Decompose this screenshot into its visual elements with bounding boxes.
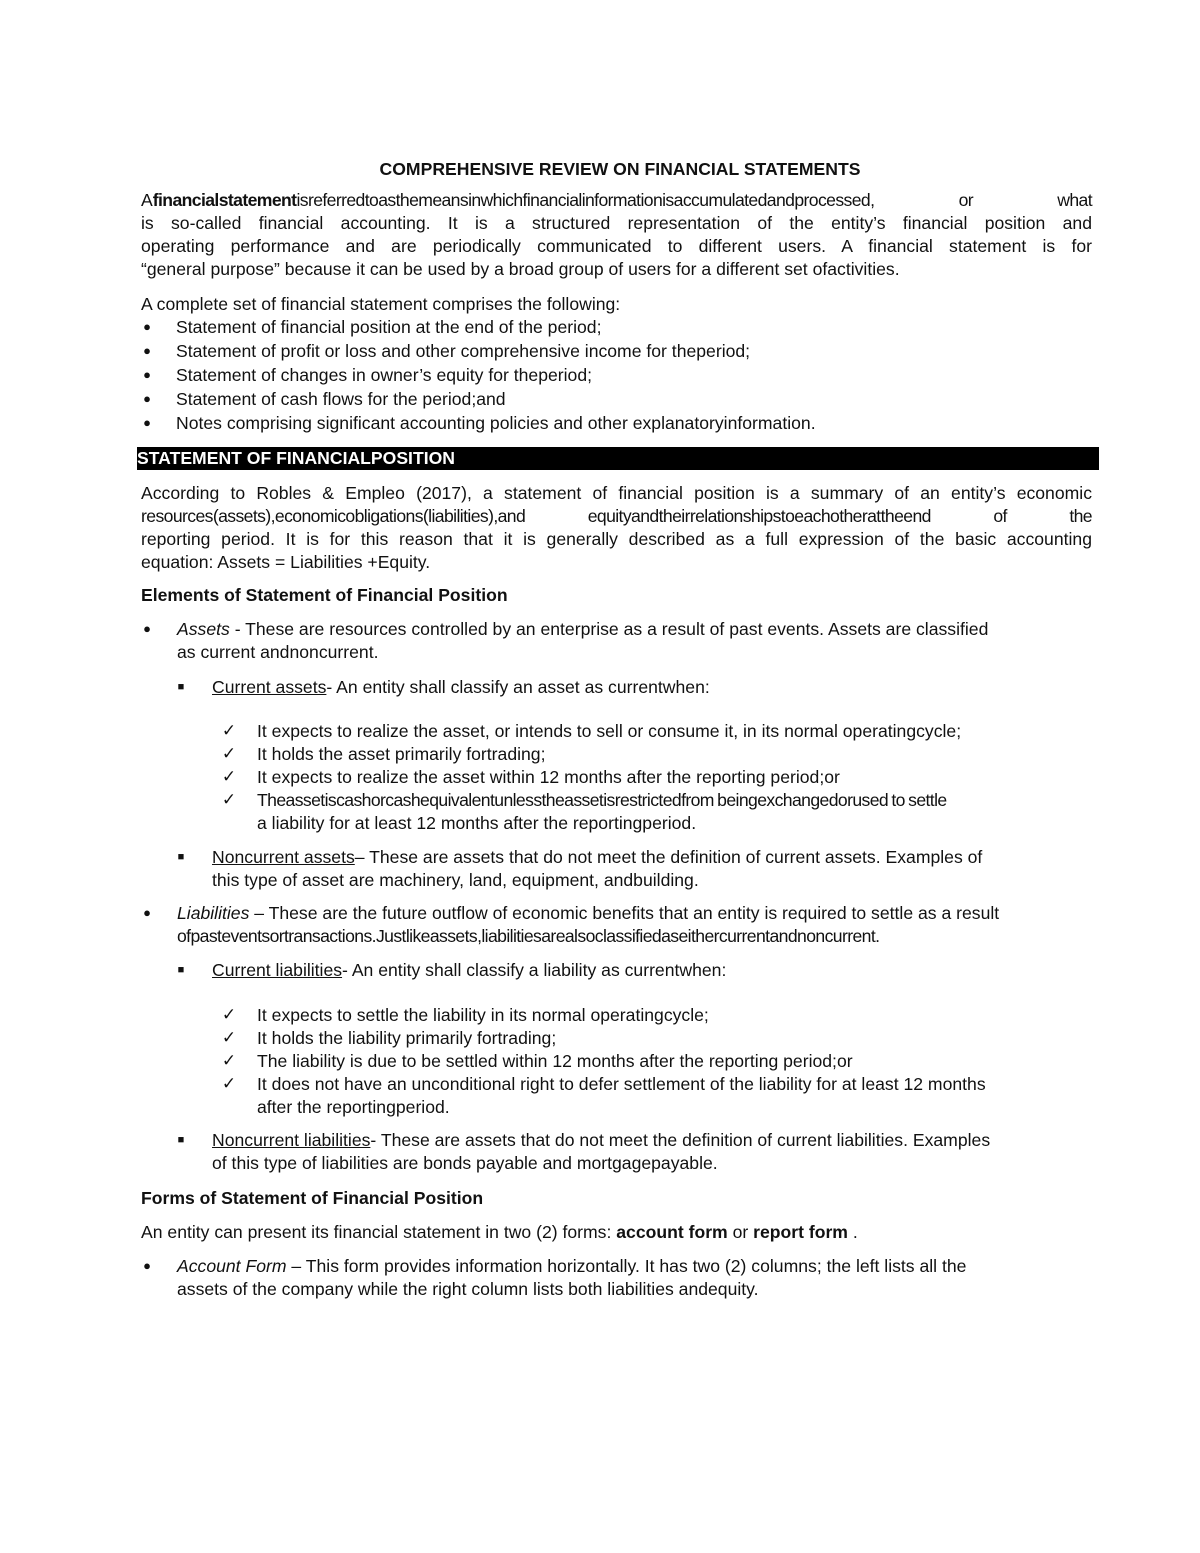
forms-heading: Forms of Statement of Financial Position — [141, 1188, 484, 1208]
liabilities-line-2: ofpasteventsortransactions.Justlikeassets,liabilitiesarealsoclassifiedaseithercurrentandnoncurrent. — [177, 926, 880, 946]
account-form-line-2: assets of the company while the right column lists both liabilities andequity. — [177, 1279, 759, 1299]
sfp-line-3: reporting period. It is for this reason that it is generally described as a full expression of the basic accounting — [141, 529, 1092, 549]
check-icon: ✓ — [221, 767, 237, 786]
intro-line-3: operating performance and are periodically communicated to different users. A financial statement is for — [141, 236, 1092, 256]
bullet-icon: ● — [143, 905, 151, 920]
noncurrent-liabilities-line-2: of this type of liabilities are bonds payable and mortgagepayable. — [212, 1153, 718, 1173]
forms-intro: An entity can present its financial statement in two (2) forms: account form or report form . — [141, 1222, 858, 1242]
intro-line-4: “general purpose” because it can be used by a broad group of users for a different set ofactivities. — [141, 259, 900, 279]
section-banner: STATEMENT OF FINANCIALPOSITION — [137, 447, 1099, 470]
check-icon: ✓ — [221, 1074, 237, 1093]
intro-line-1: Afinancialstatementisreferredtoasthemeansinwhichfinancialinformationisaccumulatedandprocessed, or what — [141, 190, 1092, 210]
bullet-icon: ● — [143, 415, 151, 430]
bullet-icon: ● — [143, 391, 151, 406]
bullet-icon: ● — [143, 367, 151, 382]
check-icon: ✓ — [221, 1005, 237, 1024]
check-icon: ✓ — [221, 744, 237, 763]
square-bullet-icon: ■ — [177, 681, 185, 693]
set-intro: A complete set of financial statement comprises the following: — [141, 294, 621, 314]
elements-heading: Elements of Statement of Financial Position — [141, 585, 508, 605]
check-icon: ✓ — [221, 1028, 237, 1047]
check-icon: ✓ — [221, 721, 237, 740]
sfp-line-4: equation: Assets = Liabilities +Equity. — [141, 552, 431, 572]
check-item-continuation: after the reportingperiod. — [257, 1097, 450, 1117]
page-title: COMPREHENSIVE REVIEW ON FINANCIAL STATEMENTS — [379, 159, 861, 179]
check-icon: ✓ — [221, 790, 237, 809]
check-item-continuation: a liability for at least 12 months after the reportingperiod. — [257, 813, 697, 833]
bullet-icon: ● — [143, 621, 151, 636]
bullet-icon: ● — [143, 1258, 151, 1273]
square-bullet-icon: ■ — [177, 964, 185, 976]
square-bullet-icon: ■ — [177, 851, 185, 863]
intro-line-2: is so-called financial accounting. It is a structured representation of the entity’s financial position and — [141, 213, 1092, 233]
square-bullet-icon: ■ — [177, 1134, 185, 1146]
noncurrent-assets-line-2: this type of asset are machinery, land, equipment, andbuilding. — [212, 870, 699, 890]
bullet-icon: ● — [143, 319, 151, 334]
sfp-line-2: resources(assets),economicobligations(liabilities),and equityandtheirrelationshipstoeachotherattheend of the — [141, 506, 1092, 526]
assets-line-2: as current andnoncurrent. — [177, 642, 379, 662]
check-icon: ✓ — [221, 1051, 237, 1070]
bullet-icon: ● — [143, 343, 151, 358]
sfp-line-1: According to Robles & Empleo (2017), a statement of financial position is a summary of an entity’s economic — [141, 483, 1092, 503]
